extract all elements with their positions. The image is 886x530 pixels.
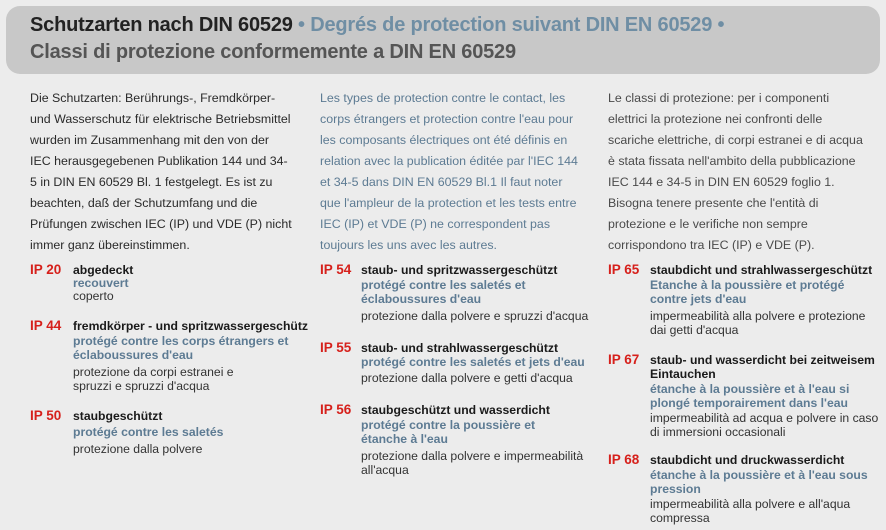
- ip-code: IP 50: [30, 408, 62, 423]
- title-de: Schutzarten nach DIN 60529: [30, 14, 293, 36]
- ip-label-fr: protégé contre les saletés et jets d'eau: [361, 355, 585, 369]
- ip-label-it: impermeabilità ad acqua e polvere in caso di immersioni occasionali: [650, 411, 879, 439]
- ip-label-de: staub- und strahlwassergeschützt: [361, 341, 559, 355]
- ip-label-fr: protégé contre la poussière et étanche à l'eau: [361, 418, 536, 446]
- ip-label-de: staubdicht und druckwasserdicht: [650, 453, 845, 467]
- ip-label-fr: protégé contre les saletés et éclaboussures d'eau: [361, 278, 526, 306]
- intro-fr: Les types de protection contre le contact, les corps étrangers et protection contre l'eau pour les composants électriques ont été définis en relation avec la publication éditée par l'IEC 144 et 34-5 dans DIN EN 60529 Bl.1 Il faut noter que l'ampleur de la protection et les tests entre IEC (IP) et VDE (P) ne correspondent pas toujours les uns avec les autres.: [320, 91, 578, 252]
- ip-code: IP 55: [320, 340, 352, 355]
- ip-label-fr: recouvert: [73, 276, 129, 290]
- ip-code: IP 20: [30, 262, 62, 277]
- ip-label-de: abgedeckt: [73, 263, 134, 277]
- ip-label-it: protezione da corpi estranei e spruzzi e spruzzi d'acqua: [73, 365, 234, 393]
- ip-label-it: impermeabilità alla polvere e protezione dai getti d'acqua: [650, 309, 866, 337]
- ip-code: IP 56: [320, 402, 352, 417]
- ip-label-it: protezione dalla polvere e getti d'acqua: [361, 371, 573, 385]
- ip-label-fr: protégé contre les corps étrangers et éclaboussures d'eau: [73, 334, 289, 362]
- ip-label-de: staub- und spritzwassergeschützt: [361, 263, 558, 277]
- ip-code: IP 68: [608, 452, 640, 467]
- title-fr: Degrés de protection suivant DIN EN 60529: [310, 14, 713, 36]
- ip-label-de: staub- und wasserdicht bei zeitweisem Eintauchen: [650, 353, 875, 381]
- ip-label-fr: Etanche à la poussière et protégé contre jets d'eau: [650, 278, 845, 306]
- ip-label-fr: étanche à la poussière et à l'eau sous pression: [650, 468, 868, 496]
- ip-code: IP 67: [608, 352, 640, 367]
- ip-label-fr: protégé contre les saletés: [73, 425, 224, 439]
- ip-label-de: staubdicht und strahlwassergeschützt: [650, 263, 873, 277]
- ip-label-de: staubgeschützt und wasserdicht: [361, 403, 550, 417]
- ip-code: IP 65: [608, 262, 640, 277]
- ip-label-it: coperto: [73, 289, 114, 303]
- title-it: Classi di protezione conformemente a DIN EN 60529: [30, 41, 516, 63]
- intro-de: Die Schutzarten: Berührungs-, Fremdkörper- und Wasserschutz für elektrische Betriebsmittel wurden im Zusammenhang mit den von der IEC herausgegebenen Publikation 144 und 34-5 in DIN EN 60529 Bl. 1 festgelegt. Es ist zu beachten, daß der Schutzumfang und die Prüfungen zwischen IEC (IP) und VDE (P) nicht immer ganz übereinstimmen.: [30, 91, 292, 252]
- ip-label-fr: étanche à la poussière et à l'eau si plongé temporairement dans l'eau: [650, 382, 850, 410]
- ip-label-it: protezione dalla polvere e impermeabilità all'acqua: [361, 449, 584, 477]
- intro-it: Le classi di protezione: per i componenti elettrici la protezione nei confronti delle scariche elettriche, di corpi estranei e di acqua è stata fissata nell'ambito della pubblicazione IEC 144 e 34-5 in DIN EN 60529 foglio 1. Bisogna tenere presente che l'entità di protezione e le verifiche non sempre corrispondono tra IEC (IP) e VDE (P).: [608, 91, 863, 252]
- title-separator-1: •: [298, 14, 305, 36]
- ip-label-de: staubgeschützt: [73, 409, 163, 423]
- ip-label-de: fremdkörper - und spritzwassergeschütz: [73, 319, 309, 333]
- title-separator-2: •: [717, 14, 725, 36]
- ip-label-it: protezione dalla polvere e spruzzi d'acqua: [361, 309, 589, 323]
- ip-code: IP 44: [30, 318, 62, 333]
- ip-label-it: impermeabilità alla polvere e all'aqua compressa: [650, 497, 851, 525]
- ip-code: IP 54: [320, 262, 352, 277]
- page-title: [30, 14, 724, 37]
- ip-label-it: protezione dalla polvere: [73, 442, 203, 456]
